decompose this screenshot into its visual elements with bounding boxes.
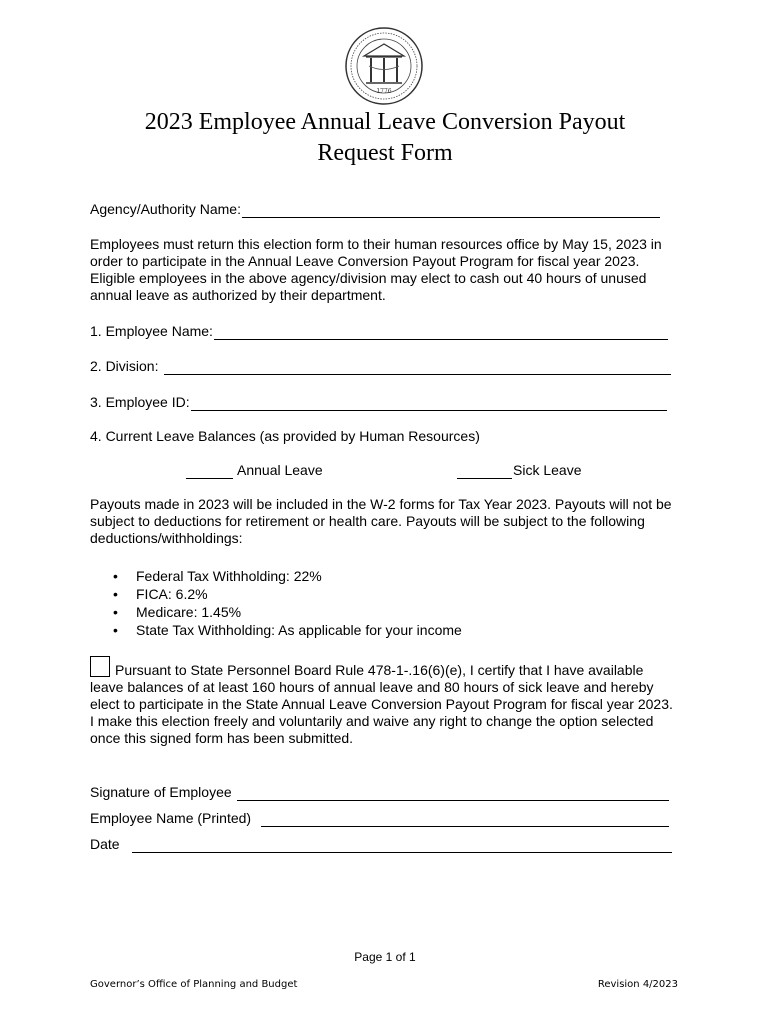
annual-leave-row — [186, 462, 323, 479]
employee-name-row — [90, 323, 668, 340]
footer-revision: Revision 4/2023 — [597, 979, 678, 990]
date-label: Date — [90, 836, 120, 852]
footer-office: Governor’s Office of Planning and Budget — [90, 979, 298, 990]
payout-paragraph: Payouts made in 2023 will be included in the W-2 forms for Tax Year 2023. Payouts will not be subject to deductions for retirement or health care. Payouts will be subject to the following deductions/withholdings: — [90, 496, 672, 546]
annual-leave-label: Annual Leave — [237, 462, 323, 478]
signature-field[interactable] — [237, 787, 669, 801]
signature-row — [90, 784, 669, 801]
employee-id-label: 3. Employee ID: — [90, 394, 190, 410]
signature-label: Signature of Employee — [90, 784, 232, 800]
employee-id-row — [90, 394, 667, 411]
georgia-seal-icon — [344, 26, 424, 106]
division-row — [90, 358, 671, 375]
sick-leave-field[interactable] — [457, 465, 512, 479]
agency-row — [90, 201, 660, 218]
division-label: 2. Division: — [90, 358, 159, 374]
employee-name-label: 1. Employee Name: — [90, 323, 213, 339]
list-item: • Medicare: 1.45% — [110, 603, 462, 621]
seal-year: 1776 — [376, 88, 392, 95]
page-number: Page 1 of 1 — [354, 950, 416, 964]
printed-name-row — [90, 810, 669, 827]
certification-text: Pursuant to State Personnel Board Rule 478-1-.16(6)(e), I certify that I have available leave balances of at least 160 hours of annual leave and 80 hours of sick leave and hereby elect to participate in the State Annual Leave Conversion Payout Program for fiscal year 2023. I make this election freely and voluntarily and waive any right to change the option selected once this signed form has been submitted. — [90, 662, 673, 746]
division-field[interactable] — [164, 361, 671, 375]
leave-balances-label: 4. Current Leave Balances (as provided by Human Resources) — [90, 428, 480, 444]
list-item: • Federal Tax Withholding: 22% — [110, 567, 462, 585]
agency-name-field[interactable] — [242, 204, 660, 218]
list-item: • State Tax Withholding: As applicable for your income — [110, 621, 462, 639]
employee-id-field[interactable] — [191, 397, 667, 411]
date-field[interactable] — [132, 839, 672, 853]
printed-name-field[interactable] — [261, 813, 669, 827]
intro-paragraph: Employees must return this election form to their human resources office by May 15, 2023 in order to participate in the Annual Leave Conversion Payout Program for fiscal year 2023. Eligible employees in the above agency/division may elect to cash out 40 hours of unused annual leave as authorized by their department. — [90, 236, 662, 303]
annual-leave-field[interactable] — [186, 465, 233, 479]
employee-name-field[interactable] — [214, 326, 668, 340]
sick-leave-label: Sick Leave — [513, 462, 582, 478]
list-item: • FICA: 6.2% — [110, 585, 462, 603]
sick-leave-row — [457, 462, 581, 479]
deductions-list — [110, 567, 462, 639]
printed-name-label: Employee Name (Printed) — [90, 810, 252, 826]
date-row — [90, 836, 672, 853]
form-title-line2: Request Form — [317, 140, 453, 166]
form-title-line1: 2023 Employee Annual Leave Conversion Payout — [144, 109, 626, 135]
agency-label: Agency/Authority Name: — [90, 201, 241, 217]
